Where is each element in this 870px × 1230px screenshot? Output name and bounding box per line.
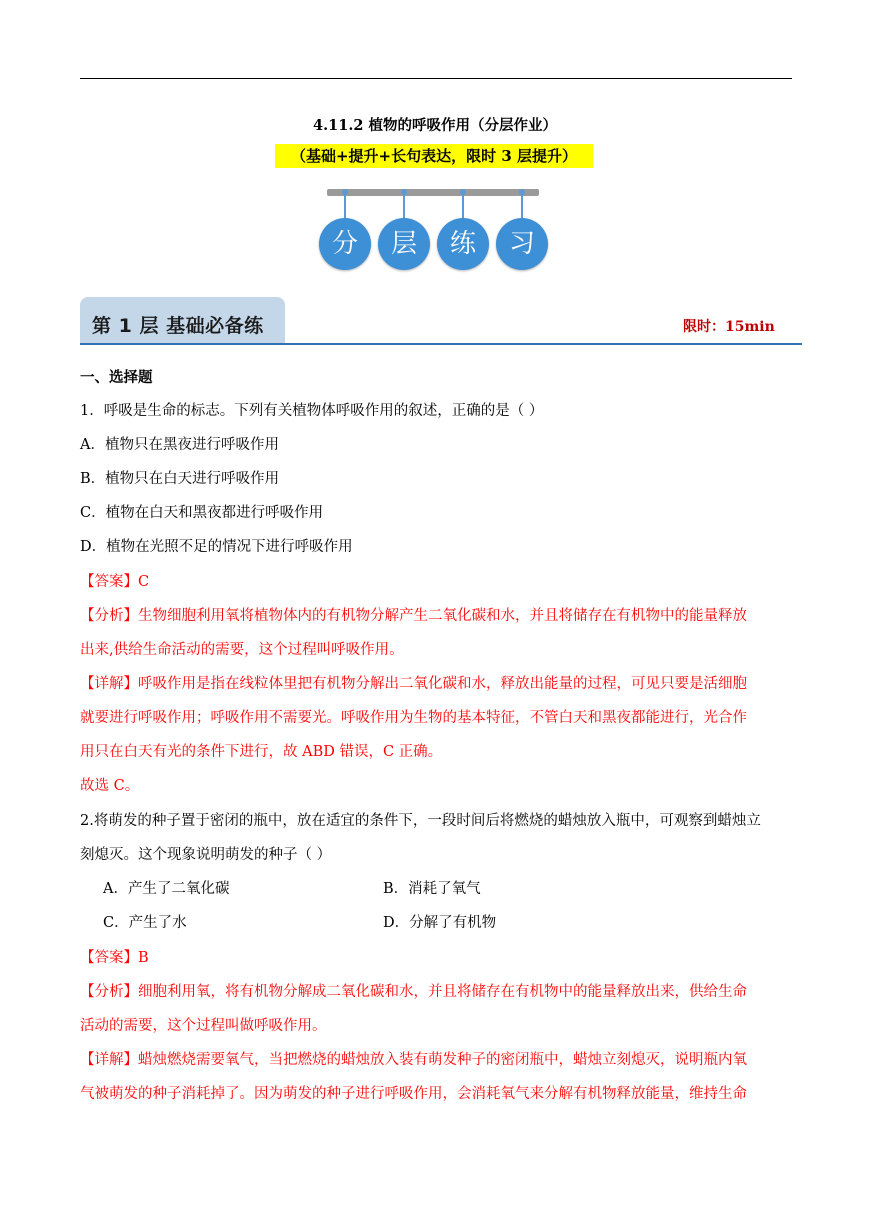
detail-line: 【详解】呼吸作用是指在线粒体里把有机物分解出二氧化碳和水，释放出能量的过程，可见只要是活细胞	[80, 676, 747, 692]
layer-rule	[80, 343, 802, 345]
detail-line: 用只在白天有光的条件下进行，故 ABD 错误，C 正确。	[80, 744, 443, 760]
page-title: 4.11.2 植物的呼吸作用（分层作业）	[313, 117, 557, 134]
question-stem: 2.将萌发的种子置于密闭的瓶中，放在适宜的条件下，一段时间后将燃烧的蜡烛放入瓶中，可观察到蜡烛立	[80, 813, 761, 829]
option-c: C．产生了水	[103, 915, 187, 931]
detail-line: 故选 C。	[80, 778, 140, 794]
graphic-dot	[460, 189, 466, 195]
question-stem: 1．呼吸是生命的标志。下列有关植物体呼吸作用的叙述，正确的是（ ）	[80, 403, 544, 419]
graphic-dot	[401, 189, 407, 195]
answer: 【答案】B	[80, 950, 149, 966]
option-a: A．产生了二氧化碳	[103, 881, 230, 897]
option-a: A．植物只在黑夜进行呼吸作用	[80, 437, 279, 453]
option-d: D．植物在光照不足的情况下进行呼吸作用	[80, 539, 353, 555]
page-subtitle: （基础+提升+长句表达，限时 3 层提升）	[275, 144, 593, 168]
analysis-line: 出来,供给生命活动的需要，这个过程叫呼吸作用。	[80, 642, 404, 658]
layer-label: 第 1 层 基础必备练	[92, 315, 264, 337]
option-d: D．分解了有机物	[383, 915, 497, 931]
analysis-line: 活动的需要，这个过程叫做呼吸作用。	[80, 1018, 327, 1034]
analysis-line: 【分析】细胞利用氧，将有机物分解成二氧化碳和水，并且将储存在有机物中的能量释放出来，供给生命	[80, 984, 747, 1000]
option-c: C．植物在白天和黑夜都进行呼吸作用	[80, 505, 324, 521]
graphic-post	[344, 192, 346, 220]
time-limit: 限时：15min	[683, 319, 775, 335]
graphic-post	[462, 192, 464, 220]
question-stem: 刻熄灭。这个现象说明萌发的种子（ ）	[80, 847, 332, 863]
graphic-post	[521, 192, 523, 220]
detail-line: 就要进行呼吸作用；呼吸作用不需要光。呼吸作用为生物的基本特征，不管白天和黑夜都能进行，光合作	[80, 710, 747, 726]
circle-char-4: 习	[496, 218, 548, 270]
section-title: 一、选择题	[80, 369, 153, 386]
graphic-dot	[342, 189, 348, 195]
answer: 【答案】C	[80, 574, 150, 590]
header-rule	[80, 78, 792, 79]
circle-char-1: 分	[319, 218, 371, 270]
analysis-line: 【分析】生物细胞利用氧将植物体内的有机物分解产生二氧化碳和水，并且将储存在有机物中的能量释放	[80, 608, 747, 624]
graphic-post	[403, 192, 405, 220]
option-b: B．植物只在白天进行呼吸作用	[80, 471, 280, 487]
circle-char-2: 层	[378, 218, 430, 270]
detail-line: 【详解】蜡烛燃烧需要氧气，当把燃烧的蜡烛放入装有萌发种子的密闭瓶中，蜡烛立刻熄灭，说明瓶内氧	[80, 1052, 747, 1068]
graphic-rail	[327, 189, 539, 196]
graphic-dot	[519, 189, 525, 195]
detail-line: 气被萌发的种子消耗掉了。因为萌发的种子进行呼吸作用，会消耗氧气来分解有机物释放能量，维持生命	[80, 1086, 747, 1102]
circle-char-3: 练	[437, 218, 489, 270]
option-b: B．消耗了氧气	[383, 881, 481, 897]
